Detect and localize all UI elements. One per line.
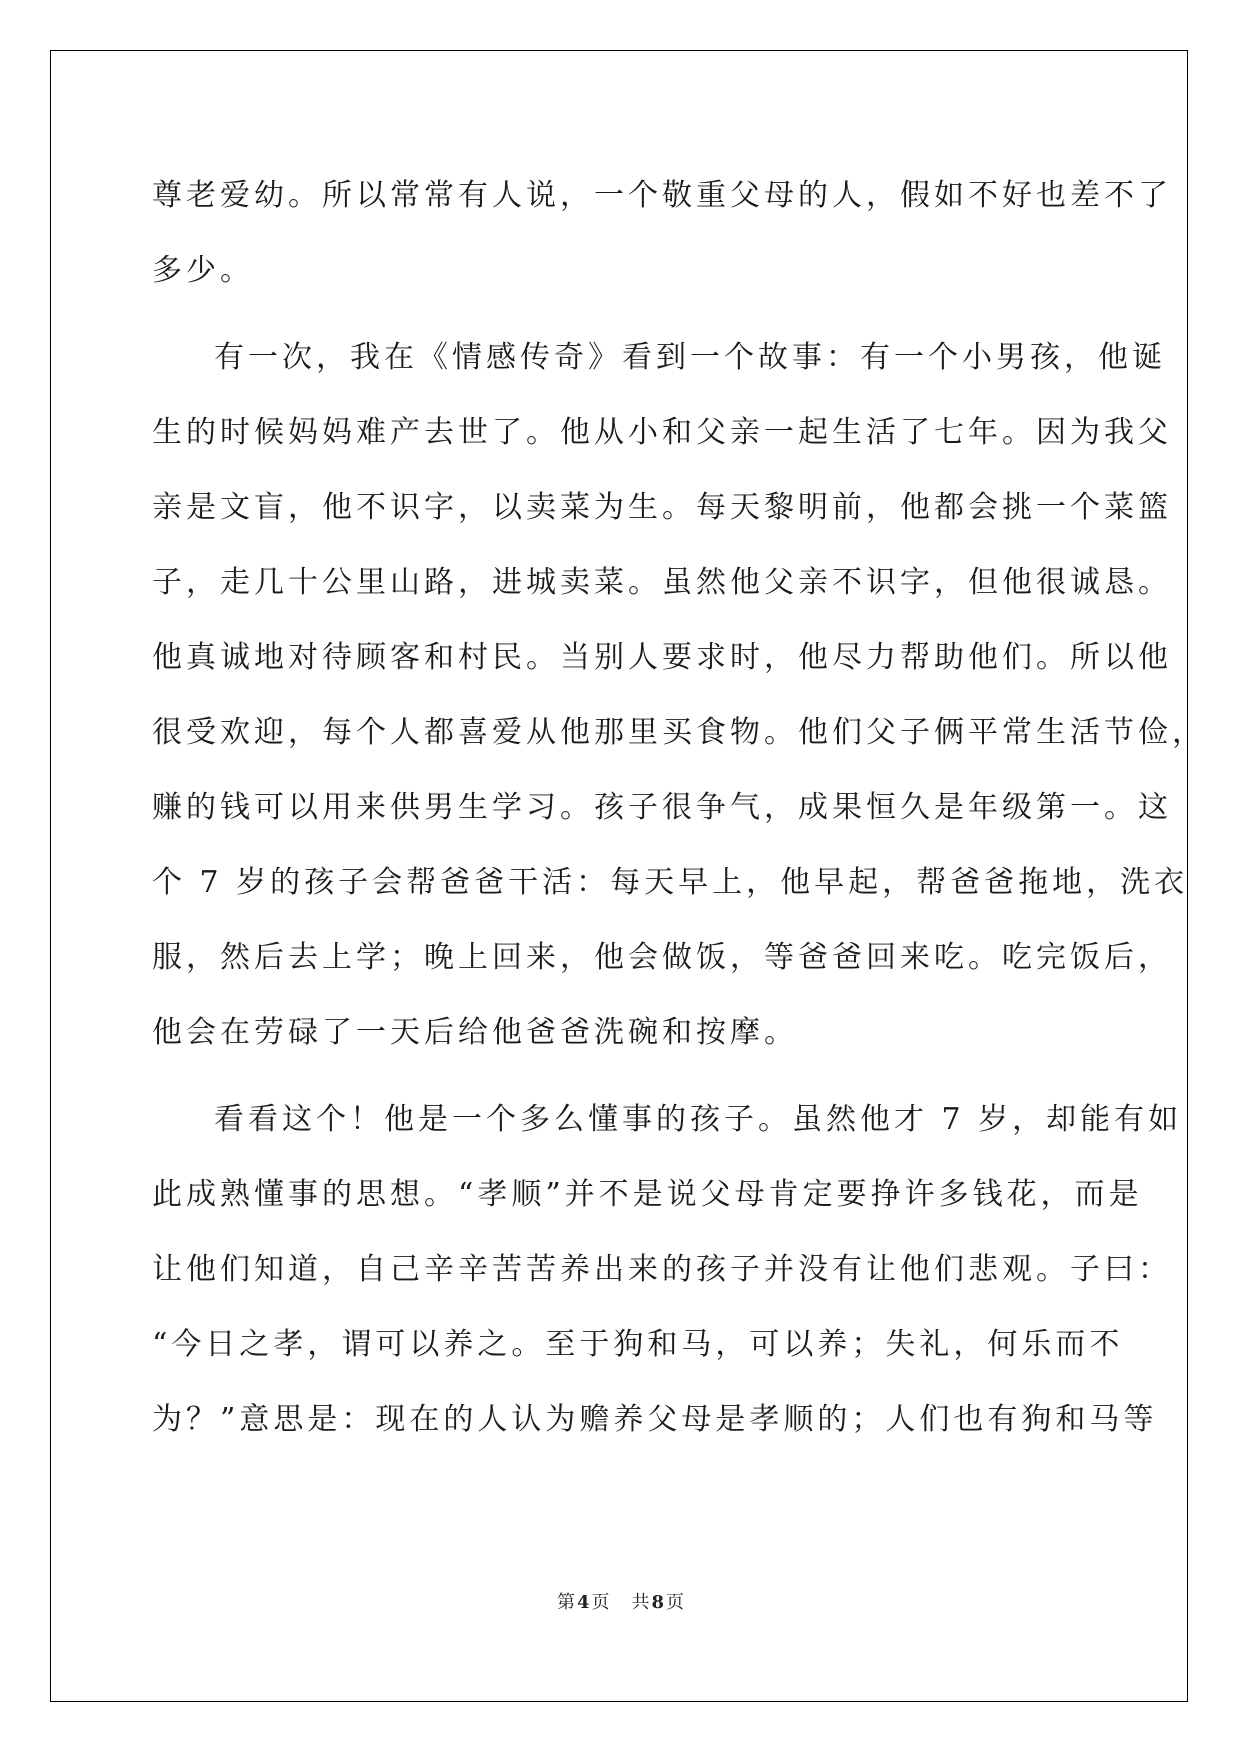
document-body <box>152 158 1206 1469</box>
text-line: 赚的钱可以用来供男生学习。孩子很争气，成果恒久是年级第一。这 <box>152 790 1172 825</box>
text-line: 此成熟懂事的思想。“孝顺”并不是说父母肯定要挣许多钱花，而是 <box>152 1177 1143 1212</box>
paragraph-1 <box>152 158 1172 308</box>
text-line: 他会在劳碌了一天后给他爸爸洗碗和按摩。 <box>152 1015 798 1050</box>
text-line: 子，走几十公里山路，进城卖菜。虽然他父亲不识字，但他很诚恳。 <box>152 565 1172 600</box>
text-line: 多少。 <box>152 253 254 288</box>
text-line: “今日之孝，谓可以养之。至于狗和马，可以养；失礼，何乐而不 <box>152 1327 1124 1362</box>
page-prefix: 第 <box>556 1592 575 1613</box>
page-suffix: 页 <box>591 1592 610 1613</box>
page-number: 4 <box>576 1592 590 1613</box>
text-line: 有一次，我在《情感传奇》看到一个故事：有一个小男孩，他诞 <box>214 340 1166 375</box>
page-footer <box>0 1588 1241 1614</box>
text-line: 很受欢迎，每个人都喜爱从他那里买食物。他们父子俩平常生活节俭， <box>152 715 1206 750</box>
text-line: 生的时候妈妈难产去世了。他从小和父亲一起生活了七年。因为我父 <box>152 415 1172 450</box>
text-line: 尊老爱幼。所以常常有人说，一个敬重父母的人，假如不好也差不了 <box>152 178 1172 213</box>
total-pages: 8 <box>651 1592 665 1613</box>
text-line: 他真诚地对待顾客和村民。当别人要求时，他尽力帮助他们。所以他 <box>152 640 1172 675</box>
text-line: 看看这个！他是一个多么懂事的孩子。虽然他才 7 岁，却能有如 <box>214 1102 1183 1137</box>
text-line: 个 7 岁的孩子会帮爸爸干活：每天早上，他早起，帮爸爸拖地，洗衣 <box>152 865 1189 900</box>
total-suffix: 页 <box>666 1592 685 1613</box>
paragraph-2 <box>152 320 1206 1070</box>
text-line: 为？”意思是：现在的人认为赡养父母是孝顺的；人们也有狗和马等 <box>152 1402 1158 1437</box>
text-line: 让他们知道，自己辛辛苦苦养出来的孩子并没有让他们悲观。子曰： <box>152 1252 1172 1287</box>
text-line: 亲是文盲，他不识字，以卖菜为生。每天黎明前，他都会挑一个菜篮 <box>152 490 1172 525</box>
paragraph-3 <box>152 1082 1183 1457</box>
total-prefix: 共 <box>631 1592 650 1613</box>
text-line: 服，然后去上学；晚上回来，他会做饭，等爸爸回来吃。吃完饭后， <box>152 940 1172 975</box>
